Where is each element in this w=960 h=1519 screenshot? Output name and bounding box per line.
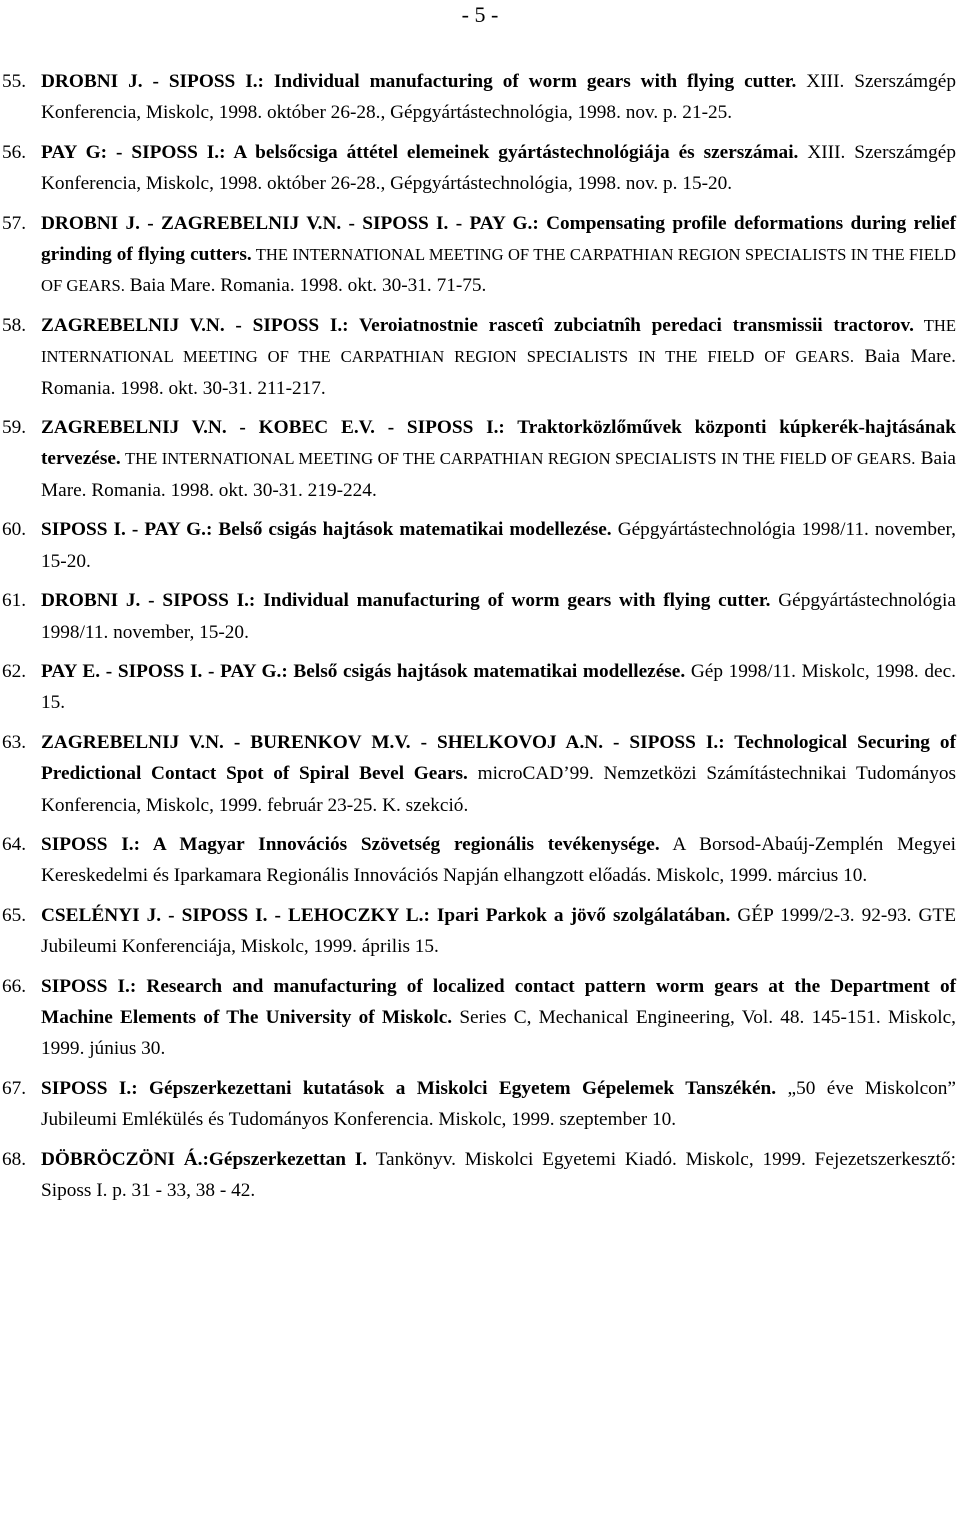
entry-title: A Magyar Innovációs Szövetség regionális tevékenysége. [140, 833, 660, 855]
entry-title: Gépszerkezettani kutatások a Miskolci Egyetem Gépelemek Tanszékén. [137, 1077, 777, 1099]
entry-title: Belső csigás hajtások matematikai modellezése. [287, 660, 686, 682]
reference-entry [0, 656, 960, 719]
entry-authors: ZAGREBELNIJ V.N. - SIPOSS I.: [41, 314, 349, 336]
entry-title: Veroiatnostnie rascetî zubciatnîh peredaci transmissii tractorov. [348, 314, 914, 336]
entry-title: Gépszerkezettan I. [208, 1148, 368, 1170]
entry-details: microCAD’99. Nemzetközi Számítástechnikai Tudományos Konferencia, Miskolc, 1999. február 23-25. K. szekció. [41, 763, 956, 816]
reference-entry [0, 829, 960, 892]
entry-authors: DROBNI J. - SIPOSS I.: [41, 590, 256, 612]
reference-entry [0, 1144, 960, 1207]
entry-venue-caps: THE INTERNATIONAL MEETING OF THE CARPATHIAN REGION SPECIALISTS IN THE FIELD OF GEARS. [41, 245, 956, 296]
entry-details: Gépgyártástechnológia 1998/11. november, 15-20. [41, 590, 956, 643]
entry-number: 58. [2, 314, 27, 336]
entry-details: XIII. Szerszámgép Konferencia, Miskolc, 1998. október 26-28., Gépgyártástechnológia, 1998. nov. p. 15-20. [41, 141, 956, 195]
entry-details: Tankönyv. Miskolci Egyetemi Kiadó. Miskolc, 1999. Fejezetszerkesztő: Siposs I. p. 31 - 33, 38 - 42. [41, 1148, 957, 1201]
entry-title: Individual manufacturing of worm gears with flying cutter. [263, 71, 797, 92]
entry-number: 59. [2, 417, 27, 439]
reference-list [0, 66, 960, 1214]
entry-details: Series C, Mechanical Engineering, Vol. 48. 145-151. Miskolc, 1999. június 30. [41, 1006, 956, 1060]
entry-authors: PAY E. - SIPOSS I. - PAY G.: [41, 660, 288, 682]
reference-entry [0, 1073, 960, 1136]
entry-authors: SIPOSS I. - PAY G.: [41, 519, 213, 541]
entry-details: Gép 1998/11. Miskolc, 1998. dec. 15. [41, 660, 956, 714]
entry-details: XIII. Szerszámgép Konferencia, Miskolc, 1998. október 26-28., Gépgyártástechnológia, 1998. nov. p. 21-25. [41, 71, 956, 124]
entry-number: 63. [2, 731, 27, 753]
entry-venue-caps: THE INTERNATIONAL MEETING OF THE CARPATHIAN REGION SPECIALISTS IN THE FIELD OF GEARS. [120, 449, 916, 469]
entry-title: Compensating profile deformations during relief grinding of flying cutters. [41, 212, 957, 266]
entry-number: 60. [2, 519, 27, 541]
entry-number: 67. [2, 1077, 27, 1099]
entry-number: 68. [2, 1148, 27, 1170]
entry-number: 64. [2, 833, 27, 855]
entry-authors: SIPOSS I.: [41, 1077, 138, 1099]
entry-details: GÉP 1999/2-3. 92-93. GTE Jubileumi Konferenciája, Miskolc, 1999. április 15. [41, 904, 956, 958]
reference-entry [0, 137, 960, 200]
entry-number: 61. [2, 590, 27, 612]
reference-entry [0, 514, 960, 577]
entry-number: 57. [2, 212, 27, 234]
reference-entry [0, 66, 960, 129]
entry-authors: DROBNI J. - ZAGREBELNIJ V.N. - SIPOSS I. - PAY G.: [41, 212, 539, 234]
entry-title: Ipari Parkok a jövő szolgálatában. [429, 904, 731, 926]
entry-authors: SIPOSS I.: [41, 975, 137, 997]
entry-details: A Borsod-Abaúj-Zemplén Megyei Kereskedelmi és Iparkamara Regionális Innovációs Napján elhangzott előadás. Miskolc, 1999. március 10. [41, 833, 956, 887]
entry-venue-caps: THE INTERNATIONAL MEETING OF THE CARPATHIAN REGION SPECIALISTS IN THE FIELD OF GEARS. [41, 315, 956, 367]
entry-number: 62. [2, 660, 27, 682]
entry-authors: ZAGREBELNIJ V.N. - KOBEC E.V. - SIPOSS I.: [41, 417, 505, 439]
entry-title: A belsőcsiga áttétel elemeinek gyártástechnológiája és szerszámai. [225, 141, 799, 163]
reference-entry [0, 727, 960, 821]
entry-number: 66. [2, 975, 27, 997]
entry-title: Technological Securing of Predictional Contact Spot of Spiral Bevel Gears. [41, 731, 956, 785]
entry-title: Belső csigás hajtások matematikai modellezése. [212, 519, 612, 541]
entry-authors: ZAGREBELNIJ V.N. - BURENKOV M.V. - SHELKOVOJ A.N. - SIPOSS I.: [41, 731, 725, 753]
entry-details: Gépgyártástechnológia 1998/11. november, 15-20. [41, 519, 957, 572]
reference-entry [0, 971, 960, 1065]
entry-title: Research and manufacturing of localized contact pattern worm gears at the Department of Machine Elements of The University of Miskolc. [41, 975, 957, 1028]
reference-entry [0, 412, 960, 506]
entry-authors: DROBNI J. - SIPOSS I.: [41, 71, 264, 92]
reference-entry [0, 900, 960, 963]
entry-title: Traktorközlőművek központi kúpkerék-hajtásának tervezése. [41, 417, 956, 470]
entry-authors: DÖBRÖCZÖNI Á.: [41, 1148, 209, 1170]
entry-number: 55. [2, 71, 27, 92]
entry-title: Individual manufacturing of worm gears with flying cutter. [255, 590, 771, 612]
entry-number: 56. [2, 141, 27, 163]
page-number: - 5 - [461, 2, 499, 27]
entry-authors: SIPOSS I.: [41, 833, 140, 855]
entry-authors: PAY G: - SIPOSS I.: [41, 141, 226, 163]
reference-entry [0, 585, 960, 648]
entry-authors: CSELÉNYI J. - SIPOSS I. - LEHOCZKY L.: [41, 904, 430, 926]
reference-entry [0, 208, 960, 302]
entry-number: 65. [2, 904, 27, 926]
entry-details: Baia Mare. Romania. 1998. okt. 30-31. 211-217. [41, 346, 956, 399]
reference-entry [0, 310, 960, 404]
entry-details: Baia Mare. Romania. 1998. okt. 30-31. 219-224. [41, 448, 956, 501]
entry-details: „50 éve Miskolcon” Jubileumi Emlékülés és Tudományos Konferencia. Miskolc, 1999. szeptember 10. [41, 1077, 956, 1131]
entry-details: Baia Mare. Romania. 1998. okt. 30-31. 71-75. [124, 275, 487, 297]
